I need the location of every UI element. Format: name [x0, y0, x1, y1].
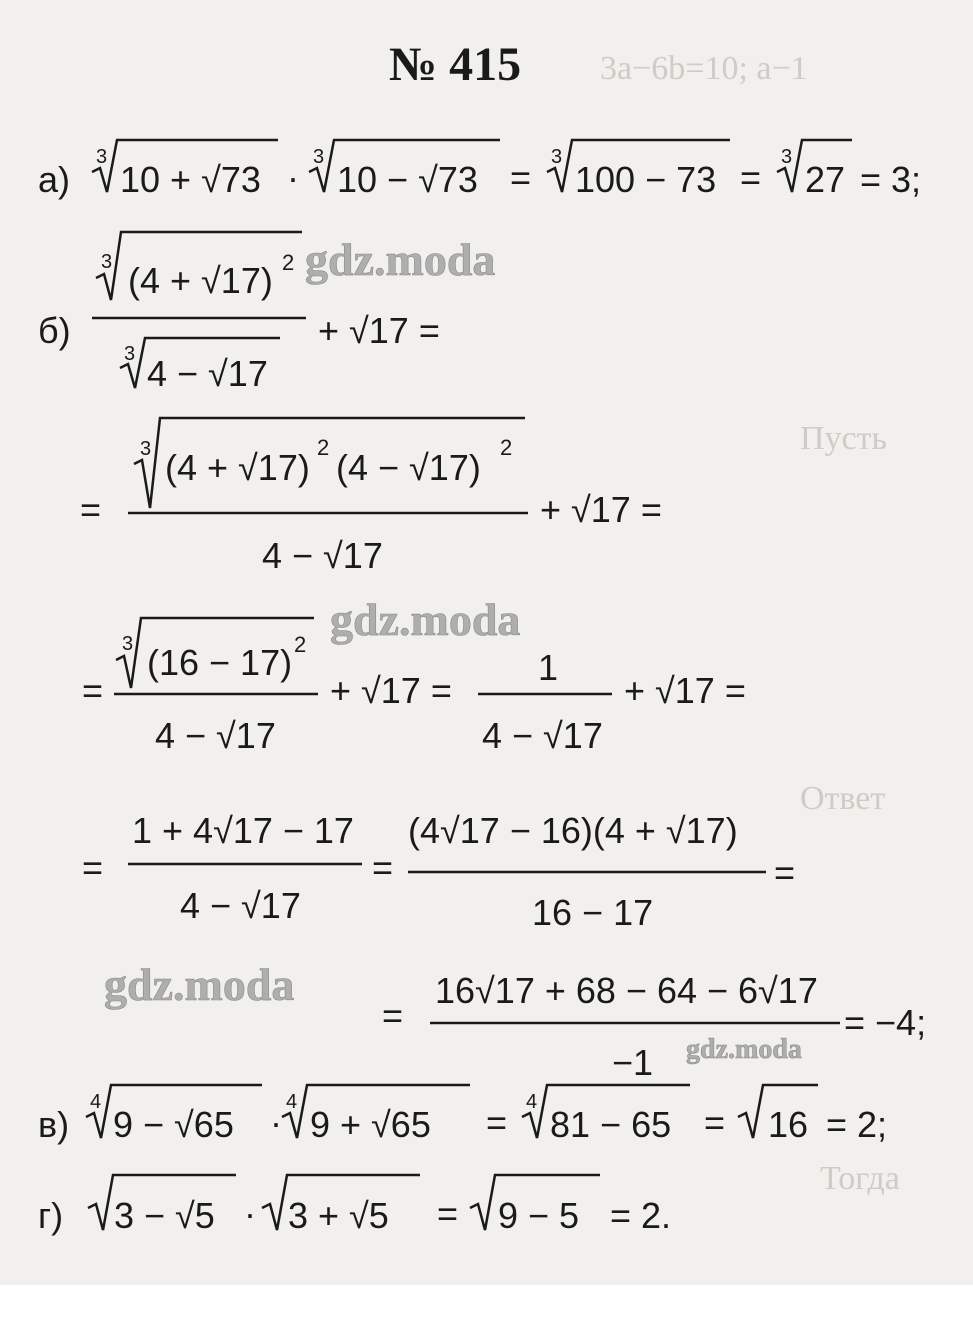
part-g-factor-2: 3 + √5	[288, 1195, 389, 1236]
fraction-numerator: (4 + √17)	[165, 447, 310, 488]
fraction-numerator: (4√17 − 16)(4 + √17)	[408, 810, 738, 851]
part-a	[38, 140, 921, 200]
equals-sign: =	[82, 670, 104, 711]
part-v	[38, 1085, 887, 1145]
exponent: 2	[294, 632, 307, 657]
root-index: 3	[313, 146, 325, 168]
part-v-factor-1: 9 − √65	[113, 1104, 234, 1145]
part-v-result: = 2;	[826, 1104, 888, 1145]
equals-sign: =	[740, 157, 762, 198]
fraction-numerator: (16 − 17)	[147, 642, 293, 683]
root-index: 4	[286, 1091, 298, 1113]
equals-sign: =	[704, 1102, 726, 1143]
bleed-through-text: 3a−6b=10; a−1	[600, 50, 808, 87]
fraction-denominator: −1	[612, 1042, 654, 1083]
part-a-factor-2: 10 − √73	[337, 159, 478, 200]
root-index: 3	[551, 146, 563, 168]
bleed-through-text: Ответ	[800, 780, 886, 817]
fraction-numerator: 16√17 + 68 − 64 − 6√17	[435, 970, 818, 1011]
fraction-denominator: 16 − 17	[532, 892, 654, 933]
dot-operator: ·	[287, 157, 299, 198]
equals-sign: =	[510, 157, 532, 198]
equals-sign: =	[372, 847, 394, 888]
fraction-numerator: (4 + √17)	[128, 260, 273, 301]
fraction-numerator: (4 − √17)	[336, 447, 481, 488]
fraction-numerator: 1	[538, 647, 559, 688]
part-a-radicand: 100 − 73	[575, 159, 717, 200]
fraction-denominator: 4 − √17	[180, 885, 301, 926]
watermark: gdz.moda	[686, 1034, 802, 1065]
exponent: 2	[282, 250, 295, 275]
dot-operator: ·	[270, 1102, 282, 1143]
part-b	[38, 232, 926, 1083]
root-index: 3	[96, 146, 108, 168]
fraction-numerator: 1 + 4√17 − 17	[132, 810, 354, 851]
expression-tail: + √17 =	[624, 670, 746, 711]
dot-operator: ·	[244, 1193, 256, 1234]
equals-sign: =	[82, 847, 104, 888]
part-v-radicand-2: 16	[768, 1104, 809, 1145]
equals-sign: =	[437, 1193, 459, 1234]
part-b-result: = −4;	[844, 1002, 927, 1043]
bleed-through-text: Пусть	[800, 420, 888, 457]
expression-mid: + √17 =	[330, 670, 452, 711]
part-g-radicand: 9 − 5	[498, 1195, 580, 1236]
root-index: 3	[781, 146, 793, 168]
fraction-denominator: 4 − √17	[147, 353, 268, 394]
exponent: 2	[317, 435, 330, 460]
equals-sign: =	[486, 1102, 508, 1143]
expression-tail: + √17 =	[540, 489, 662, 530]
part-g-label: г)	[38, 1195, 64, 1236]
problem-title: № 415	[388, 38, 522, 91]
part-v-factor-2: 9 + √65	[310, 1104, 431, 1145]
equals-sign: =	[774, 852, 796, 893]
part-b-label: б)	[38, 310, 71, 351]
watermark: gdz.moda	[104, 959, 295, 1010]
root-index: 3	[122, 633, 134, 655]
fraction-denominator: 4 − √17	[482, 715, 603, 756]
root-index: 4	[526, 1091, 538, 1113]
equals-sign: =	[382, 995, 404, 1036]
equals-sign: =	[80, 489, 102, 530]
part-a-label: а)	[38, 159, 71, 200]
part-a-result: = 3;	[860, 159, 922, 200]
bleed-through-text: Тогда	[820, 1160, 900, 1197]
root-index: 3	[140, 438, 152, 460]
part-g	[38, 1175, 671, 1236]
part-g-factor-1: 3 − √5	[114, 1195, 215, 1236]
fraction-denominator: 4 − √17	[262, 535, 383, 576]
part-v-radicand: 81 − 65	[550, 1104, 672, 1145]
fraction-denominator: 4 − √17	[155, 715, 276, 756]
expression-tail: + √17 =	[318, 310, 440, 351]
watermark: gdz.moda	[305, 234, 496, 285]
exponent: 2	[500, 435, 513, 460]
part-v-label: в)	[38, 1104, 70, 1145]
watermark: gdz.moda	[330, 594, 521, 645]
part-a-radicand-2: 27	[805, 159, 846, 200]
root-index: 3	[124, 343, 136, 365]
part-g-result: = 2.	[610, 1195, 672, 1236]
part-a-factor-1: 10 + √73	[120, 159, 261, 200]
root-index: 4	[90, 1091, 102, 1113]
root-index: 3	[101, 251, 113, 273]
